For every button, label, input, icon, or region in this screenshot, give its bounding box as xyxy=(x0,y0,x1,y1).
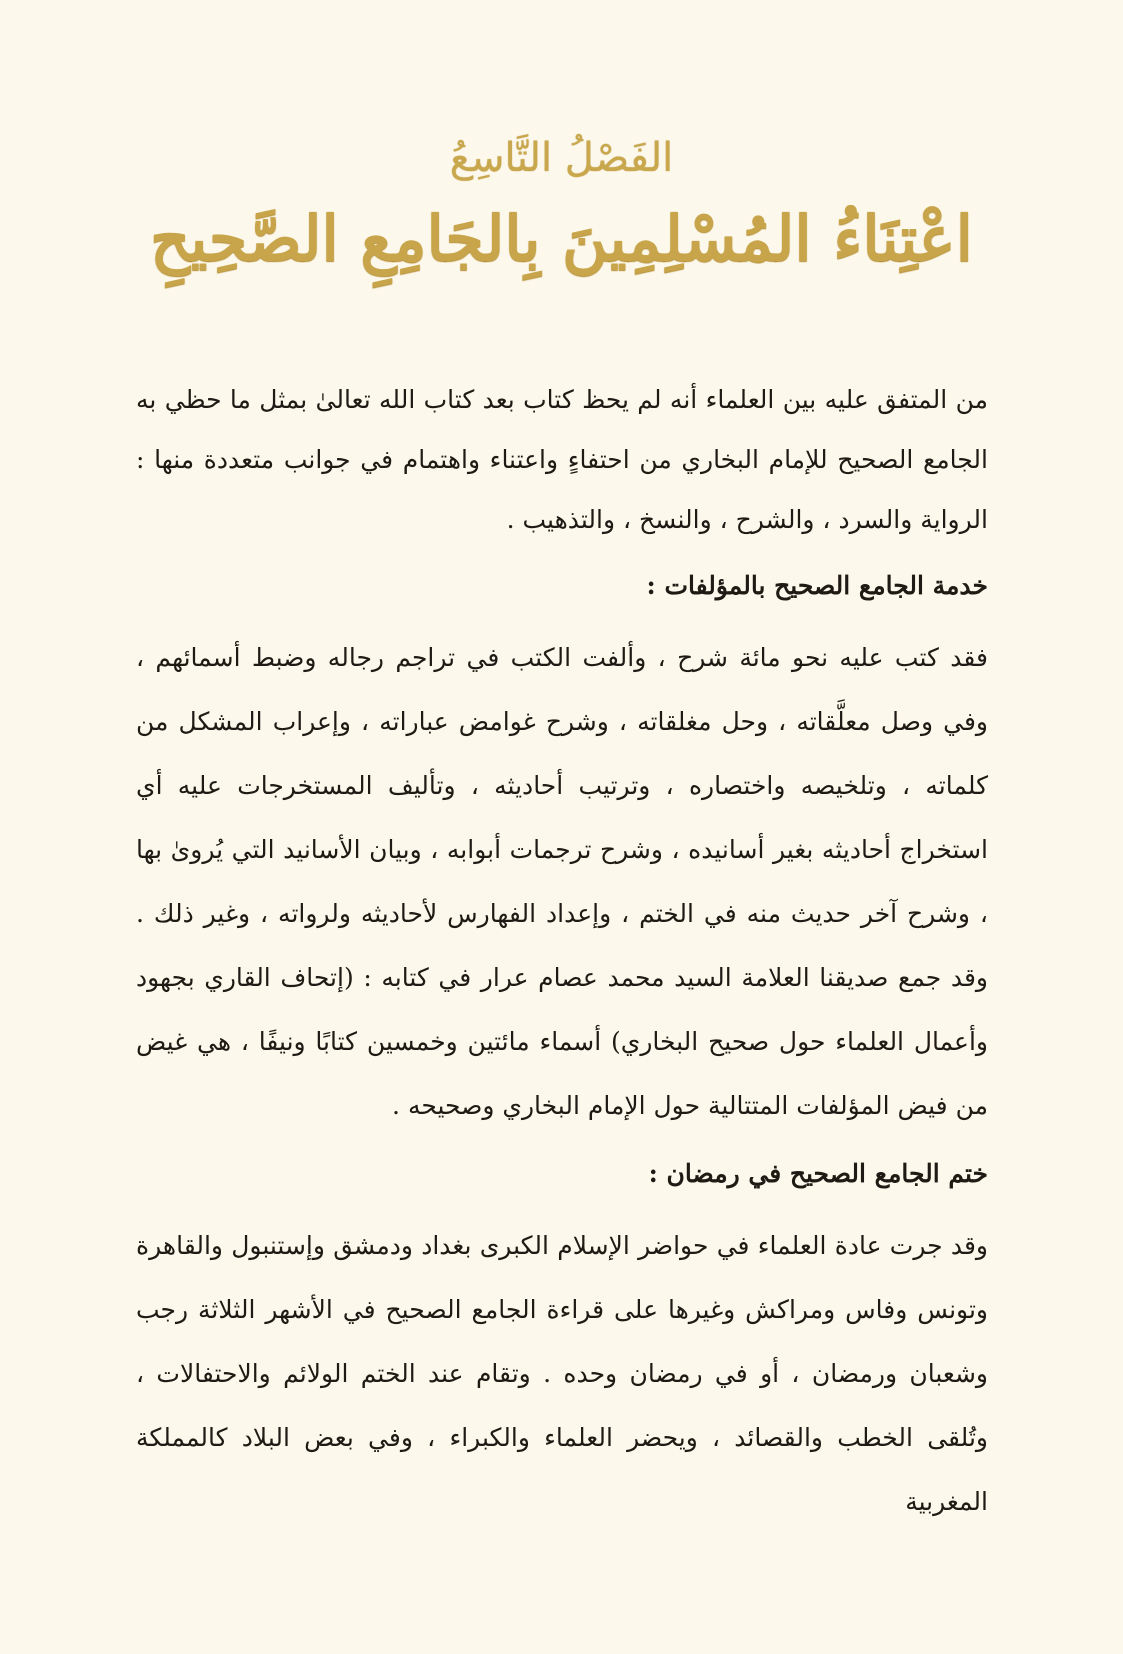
chapter-header xyxy=(0,130,1123,282)
chapter-number: الفَصْلُ التَّاسِعُ xyxy=(449,135,674,181)
section-heading-ramadan: ختم الجامع الصحيح في رمضان : xyxy=(648,1159,988,1188)
section-heading-works: خدمة الجامع الصحيح بالمؤلفات : xyxy=(646,571,988,600)
chapter-title: اعْتِنَاءُ المُسْلِمِينَ بِالجَامِعِ الصَّحِيحِ xyxy=(150,202,973,275)
paragraph-intro: من المتفق عليه بين العلماء أنه لم يحظ كتاب بعد كتاب الله تعالىٰ بمثل ما حظي به الجامع الصحيح للإمام البخاري من احتفاءٍ واعتناء واهتمام في جوانب متعددة منها : الرواية والسرد ، والشرح ، والنسخ ، والتذهيب . xyxy=(136,385,988,534)
paragraph-ramadan: وقد جرت عادة العلماء في حواضر الإسلام الكبرى بغداد ودمشق وإستنبول والقاهرة وتونس وفاس ومراكش وغيرها على قراءة الجامع الصحيح في الأشهر الثلاثة رجب وشعبان ورمضان ، أو في رمضان وحده . وتقام عند الختم الولائم والاحتفالات ، وتُلقى الخطب والقصائد ، ويحضر العلماء والكبراء ، وفي بعض البلاد كالمملكة المغربية xyxy=(136,1231,988,1516)
page-body xyxy=(136,370,988,1534)
paragraph-works: فقد كتب عليه نحو مائة شرح ، وألفت الكتب في تراجم رجاله وضبط أسمائهم ، وفي وصل معلَّقاته ، وحل مغلقاته ، وشرح غوامض عباراته ، وإعراب المشكل من كلماته ، وتلخيصه واختصاره ، وترتيب أحاديثه ، وتأليف المستخرجات عليه أي استخراج أحاديثه بغير أسانيده ، وشرح ترجمات أبوابه ، وبيان الأسانيد التي يُروىٰ بها ، وشرح آخر حديث منه في الختم ، وإعداد الفهارس لأحاديثه ولرواته ، وغير ذلك . وقد جمع صديقنا العلامة السيد محمد عصام عرار في كتابه : (إتحاف القاري بجهود وأعمال العلماء حول صحيح البخاري) أسماء مائتين وخمسين كتابًا ونيفًا ، هي غيض من فيض المؤلفات المتتالية حول الإمام البخاري وصحيحه . xyxy=(136,643,988,1120)
